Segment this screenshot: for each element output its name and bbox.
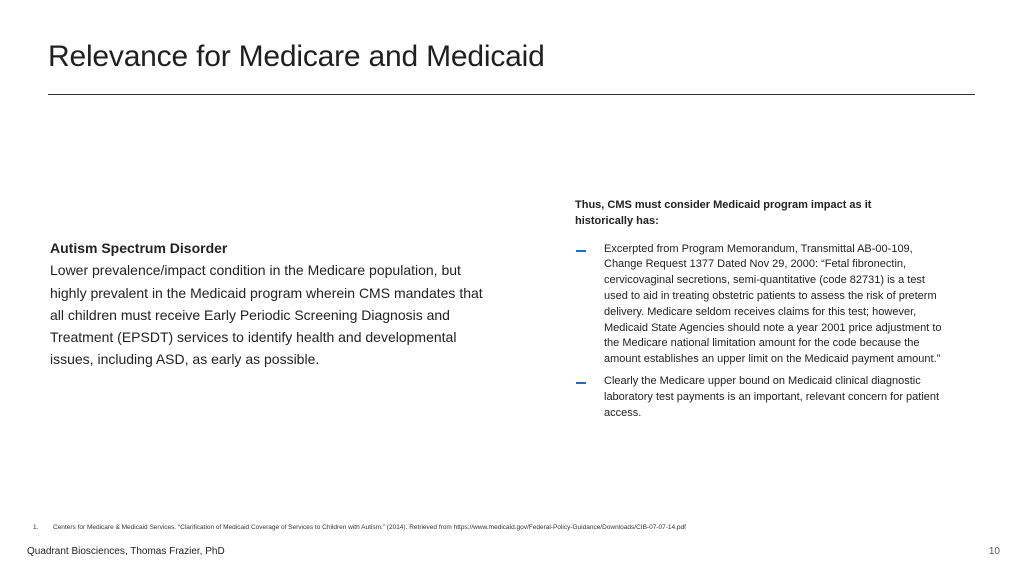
slide-title: Relevance for Medicare and Medicaid bbox=[48, 40, 545, 73]
left-text-block bbox=[50, 237, 490, 371]
left-body-text: Lower prevalence/impact condition in the Medicare population, but highly prevalent in the Medicaid program wherein CMS mandates that all children must receive Early Periodic Screening Diagnosis and Treatment (EPSDT) services to identify health and developmental issues, including ASD, as early as possible. bbox=[50, 262, 483, 368]
right-intro: Thus, CMS must consider Medicaid program impact as it historically has: bbox=[575, 199, 872, 227]
left-heading: Autism Spectrum Disorder bbox=[50, 240, 228, 256]
title-divider bbox=[48, 94, 975, 95]
dash-bullet-icon bbox=[576, 250, 586, 252]
list-item bbox=[575, 374, 945, 421]
footnote-number: 1. bbox=[33, 524, 39, 531]
dash-bullet-icon bbox=[576, 382, 586, 384]
footnote bbox=[33, 524, 686, 531]
right-text-block bbox=[575, 198, 945, 427]
page-number: 10 bbox=[988, 546, 1000, 557]
bullet-text: Clearly the Medicare upper bound on Medicaid clinical diagnostic laboratory test payments is an important, relevant concern for patient access. bbox=[604, 374, 940, 419]
bullet-text: Excerpted from Program Memorandum, Transmittal AB-00-109, Change Request 1377 Dated Nov 29, 2000: “Fetal fibronectin, cervicovaginal secretions, semi-quantitative (code 82731) is a test used to aid in treating obstetric patients to assess the risk of preterm delivery. Medicare seldom receives claims for this test; however, Medicaid State Agencies should note a year 2001 price adjustment to the Medicare national limitation amount for the code because the amount establishes an upper limit on the Medicaid payment amount.” bbox=[604, 242, 942, 366]
footnote-text: Centers for Medicare & Medicaid Services. “Clarification of Medicaid Coverage of Services to Children with Autism.” (2014). Retrieved from https://www.medicaid.gov/Federal-Policy-Guidance/Downloads/CIB-07-07-14.pdf bbox=[53, 524, 686, 531]
footer-author: Quadrant Biosciences, Thomas Frazier, PhD bbox=[27, 546, 225, 557]
bullet-list bbox=[575, 242, 945, 422]
list-item bbox=[575, 242, 945, 368]
